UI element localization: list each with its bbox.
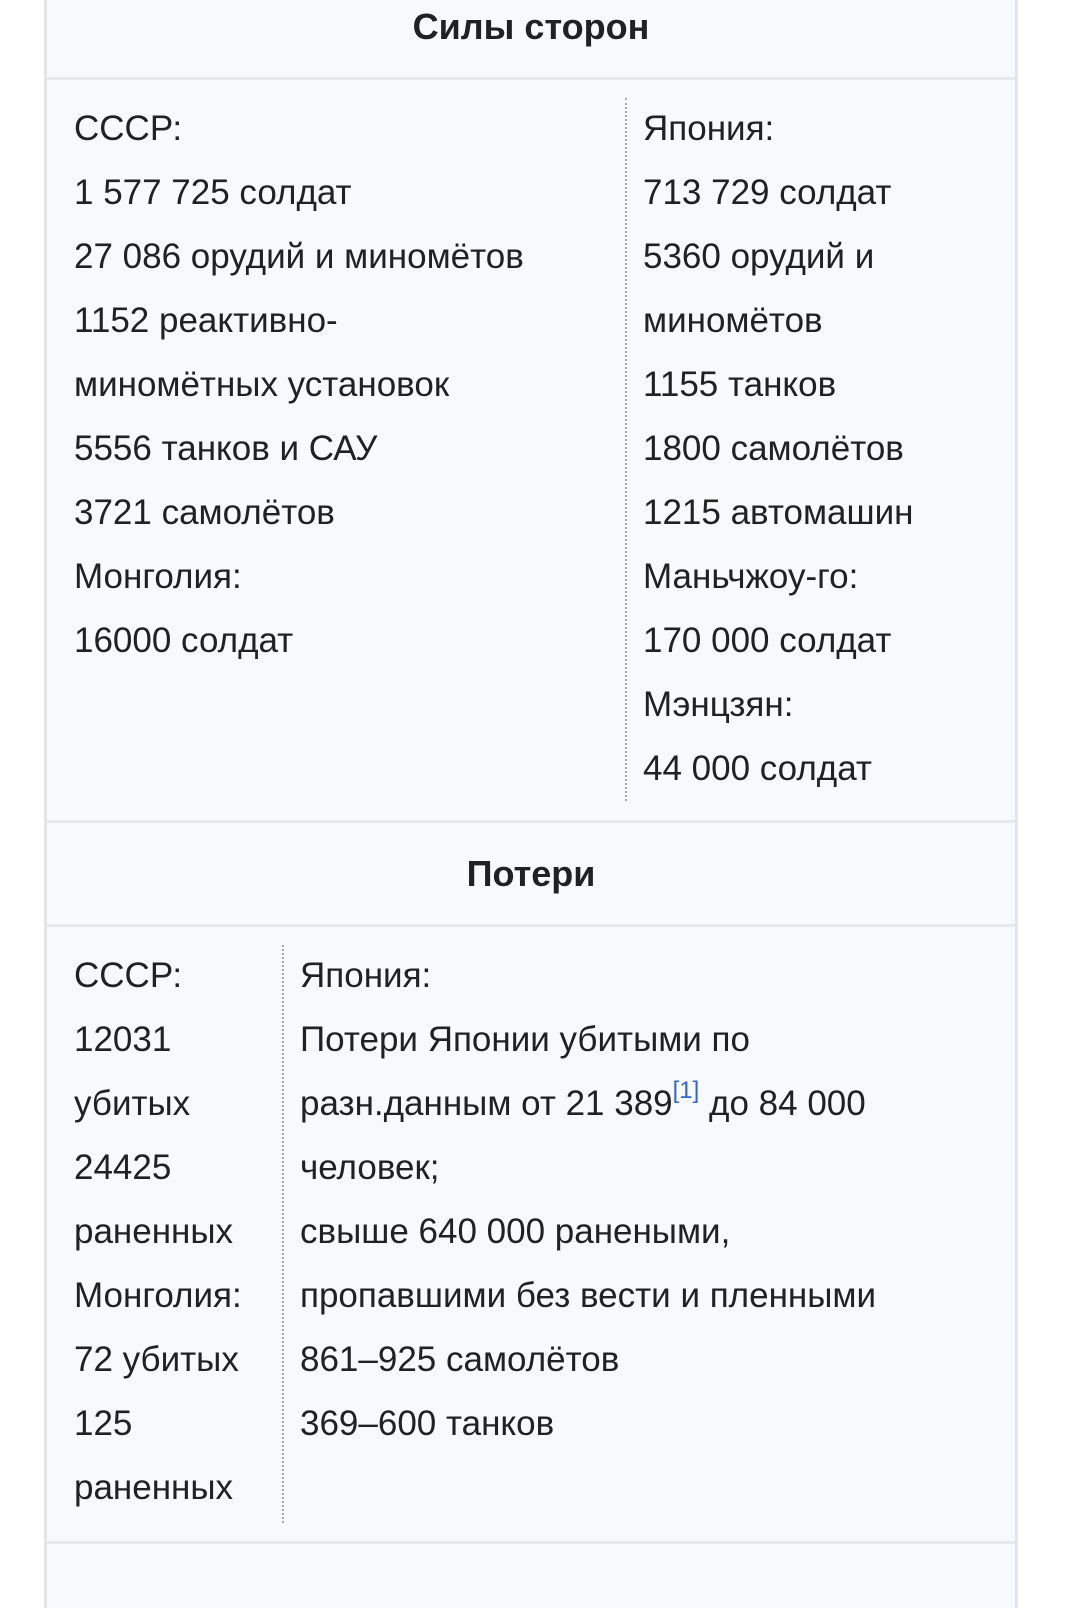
losses-bottom-divider (47, 1541, 1015, 1544)
forces-right-line: Япония: (643, 109, 775, 148)
forces-left-line: 1152 реактивно- (74, 301, 338, 340)
losses-left-line: СССР: (74, 956, 183, 995)
losses-right-line: 369–600 танков (300, 1404, 555, 1443)
forces-right-line: Мэнцзян: (643, 685, 794, 724)
forces-left-line: 16000 солдат (74, 621, 294, 660)
forces-left-line: 1 577 725 солдат (74, 173, 352, 212)
losses-right-text: разн.данным от 21 389 (300, 1084, 673, 1123)
losses-right-line: человек; (300, 1148, 440, 1187)
forces-left-line: 5556 танков и САУ (74, 429, 378, 468)
forces-right-line: 5360 орудий и (643, 237, 875, 276)
losses-left-line: убитых (74, 1084, 191, 1123)
losses-left-line: раненных (74, 1468, 234, 1507)
losses-right-line: Япония: (300, 956, 432, 995)
forces-left-line: 3721 самолётов (74, 493, 335, 532)
losses-japan-column (300, 944, 1005, 1456)
forces-right-line: 1800 самолётов (643, 429, 904, 468)
losses-left-line: 125 (74, 1404, 133, 1443)
forces-header: Силы сторон (412, 6, 650, 47)
forces-right-line: 44 000 солдат (643, 749, 872, 788)
forces-left-line: миномётных установок (74, 365, 450, 404)
losses-left-line: 24425 (74, 1148, 172, 1187)
losses-right-line: Потери Японии убитыми по (300, 1020, 750, 1059)
losses-header-divider (47, 924, 1015, 927)
forces-right-line: миномётов (643, 301, 823, 340)
forces-ussr-column (74, 97, 619, 673)
losses-right-line: свыше 640 000 ранеными, (300, 1212, 731, 1251)
forces-right-line: 713 729 солдат (643, 173, 892, 212)
losses-right-line: пропавшими без вести и пленными (300, 1276, 876, 1315)
forces-header-divider (47, 77, 1015, 80)
forces-right-line: 170 000 солдат (643, 621, 892, 660)
losses-header: Потери (466, 853, 596, 894)
forces-japan-column (643, 97, 1003, 801)
losses-left-line: 72 убитых (74, 1340, 239, 1379)
losses-right-text: до 84 000 (699, 1084, 866, 1123)
losses-left-line: Монголия: (74, 1276, 242, 1315)
forces-left-line: 27 086 орудий и миномётов (74, 237, 524, 276)
losses-left-line: раненных (74, 1212, 234, 1251)
infobox (44, 0, 1018, 1608)
losses-left-line: 12031 (74, 1020, 172, 1059)
losses-right-line: 861–925 самолётов (300, 1340, 620, 1379)
losses-column-divider (282, 945, 284, 1523)
forces-left-line: СССР: (74, 109, 183, 148)
losses-ussr-column (74, 944, 284, 1520)
losses-top-divider (47, 820, 1015, 823)
losses-right-line (300, 1072, 1005, 1136)
forces-right-line: Маньчжоу-го: (643, 557, 859, 596)
forces-right-line: 1215 автомашин (643, 493, 914, 532)
forces-column-divider (625, 98, 627, 801)
forces-left-line: Монголия: (74, 557, 242, 596)
reference-link[interactable]: [1] (672, 1077, 700, 1105)
forces-right-line: 1155 танков (643, 365, 837, 404)
